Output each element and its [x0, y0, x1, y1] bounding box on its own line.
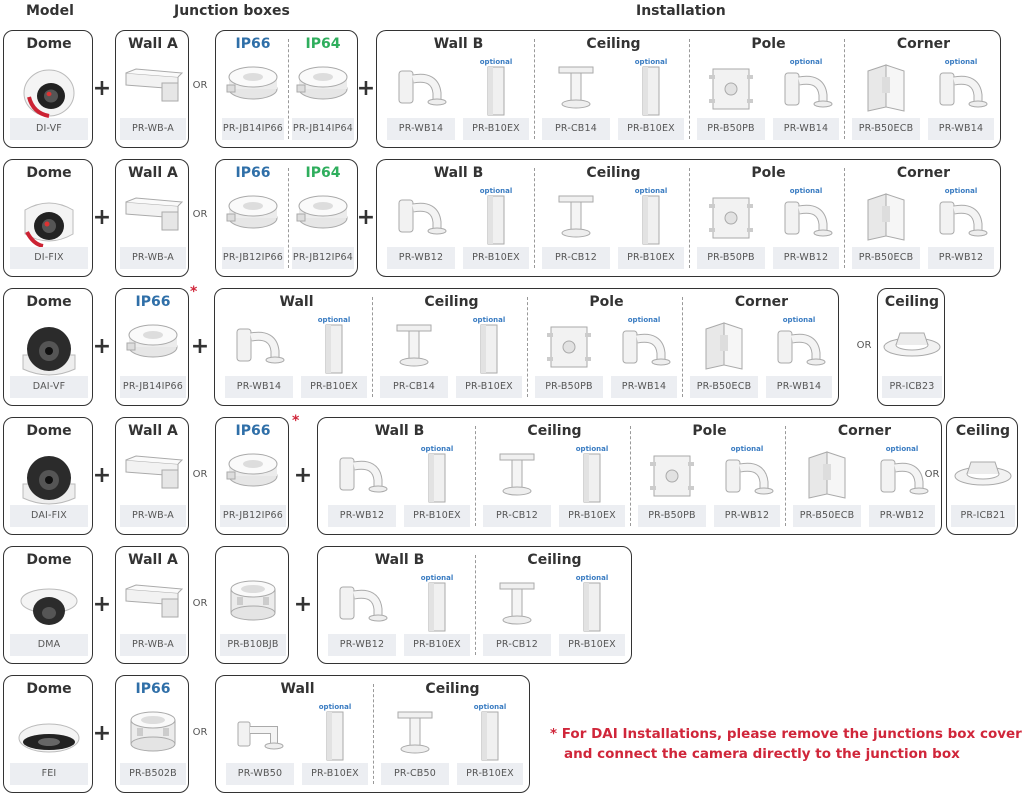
- ceiling-icon: [553, 192, 599, 244]
- ceiling-icon: [553, 63, 599, 115]
- model-part-label: DI-FIX: [10, 247, 88, 269]
- corner-part-label: PR-B50ECB: [852, 247, 920, 269]
- jb-ip66-icon: [125, 706, 181, 758]
- or-label: OR: [192, 80, 208, 91]
- wall-b-extension-part-label: PR-B10EX: [404, 505, 470, 527]
- ceiling-part-label: PR-CB14: [380, 376, 448, 398]
- corner-extension-part-label: PR-WB12: [928, 247, 994, 269]
- optional-tag: optional: [479, 58, 513, 66]
- pole-icon: [707, 192, 755, 248]
- model-title: Dome: [26, 552, 72, 568]
- pole-extension-part-label: PR-WB14: [773, 118, 839, 140]
- plus-sign: +: [293, 463, 313, 488]
- in-ceiling-card: [877, 288, 945, 406]
- wall-bracket-icon: [781, 65, 833, 117]
- jb-ip66-part-label: PR-JB14IP66: [120, 376, 186, 398]
- jb-deep-part-label: PR-B10BJB: [220, 634, 286, 656]
- wall-a-icon: [122, 192, 184, 240]
- or-label: OR: [924, 469, 940, 480]
- jb-ip66-icon: [225, 63, 281, 107]
- pole-title: Pole: [751, 36, 786, 52]
- section-divider: [689, 39, 690, 139]
- ceiling-extension-part-label: PR-B10EX: [456, 376, 522, 398]
- jb-ip66-title: IP66: [235, 36, 271, 52]
- wall-a-card: [115, 30, 189, 148]
- jb-ip66-part-label: PR-B502B: [120, 763, 186, 785]
- wall-icon: [233, 321, 285, 373]
- wall-part-label: PR-WB14: [225, 376, 293, 398]
- ceiling-part-label: PR-CB50: [381, 763, 449, 785]
- section-divider: [475, 426, 476, 526]
- in-ceiling-icon: [952, 454, 1014, 492]
- ceiling-icon: [391, 321, 437, 373]
- installation-card: [376, 30, 1001, 148]
- corner-extension-part-label: PR-WB12: [869, 505, 935, 527]
- optional-tag: optional: [634, 58, 668, 66]
- wall-b-icon: [336, 579, 388, 631]
- corner-icon: [862, 63, 910, 117]
- ceiling-extension-icon: [640, 65, 662, 121]
- wall-bracket-icon: [781, 194, 833, 246]
- pole-part-label: PR-B50PB: [697, 247, 765, 269]
- pole-extension-part-label: PR-WB12: [773, 247, 839, 269]
- section-divider: [844, 168, 845, 268]
- model-title: Dome: [26, 165, 72, 181]
- ceiling-icon: [494, 579, 540, 631]
- ceiling-title: Ceiling: [425, 681, 480, 697]
- jb-ip66-title: IP66: [235, 165, 271, 181]
- ceiling-extension-icon: [581, 452, 603, 508]
- ceiling-extension-part-label: PR-B10EX: [457, 763, 523, 785]
- wall-a-icon: [122, 579, 184, 627]
- wall-b-extension-icon: [485, 194, 507, 250]
- section-divider: [630, 426, 631, 526]
- wall-extension-icon: [323, 323, 345, 379]
- wall-b-icon: [395, 192, 447, 244]
- corner-icon: [862, 192, 910, 246]
- plus-sign: +: [92, 76, 112, 101]
- jb-ip64-part-label: PR-JB14IP64: [292, 118, 354, 140]
- model-part-label: DAI-FIX: [10, 505, 88, 527]
- corner-title: Corner: [896, 165, 951, 181]
- in-ceiling-part-label: PR-ICB23: [882, 376, 942, 398]
- pole-icon: [545, 321, 593, 377]
- wall-bracket-icon: [936, 194, 988, 246]
- ceiling-extension-part-label: PR-B10EX: [559, 505, 625, 527]
- wall-a-part-label: PR-WB-A: [120, 505, 186, 527]
- in-ceiling-card: [946, 417, 1018, 535]
- wall-b-extension-part-label: PR-B10EX: [463, 247, 529, 269]
- pole-part-label: PR-B50PB: [697, 118, 765, 140]
- optional-tag: optional: [789, 187, 823, 195]
- ceiling-title: Ceiling: [527, 423, 582, 439]
- wall-title: Wall: [279, 294, 314, 310]
- section-divider: [785, 426, 786, 526]
- corner-part-label: PR-B50ECB: [793, 505, 861, 527]
- plus-sign: +: [356, 76, 376, 101]
- model-icon: [17, 708, 81, 768]
- wall-b-extension-icon: [426, 581, 448, 637]
- wall-a-part-label: PR-WB-A: [120, 247, 186, 269]
- header-model: Model: [26, 3, 74, 19]
- installation-card: [317, 417, 942, 535]
- wall-a-part-label: PR-WB-A: [120, 118, 186, 140]
- optional-tag: optional: [944, 187, 978, 195]
- ceiling-title: Ceiling: [527, 552, 582, 568]
- wall-b-icon: [336, 450, 388, 502]
- corner-part-label: PR-B50ECB: [690, 376, 758, 398]
- model-card: [3, 417, 93, 535]
- model-part-label: DMA: [10, 634, 88, 656]
- wall-b-icon: [395, 63, 447, 115]
- ceiling-title: Ceiling: [586, 165, 641, 181]
- wall-b-title: Wall B: [374, 423, 425, 439]
- ceiling-part-label: PR-CB12: [483, 634, 551, 656]
- jb-ip66-icon: [125, 321, 181, 365]
- wall-a-card: [115, 546, 189, 664]
- optional-tag: optional: [318, 703, 352, 711]
- pole-part-label: PR-B50PB: [638, 505, 706, 527]
- installation-card: [215, 675, 530, 793]
- wall-b-part-label: PR-WB12: [387, 247, 455, 269]
- pole-extension-part-label: PR-WB12: [714, 505, 780, 527]
- model-part-label: FEI: [10, 763, 88, 785]
- installation-card: [214, 288, 839, 406]
- wall-a-card: [115, 159, 189, 277]
- plus-sign: +: [92, 334, 112, 359]
- ceiling-extension-icon: [479, 710, 501, 766]
- jb-ip64-part-label: PR-JB12IP64: [292, 247, 354, 269]
- corner-icon: [803, 450, 851, 504]
- wall-extension-part-label: PR-B10EX: [302, 763, 368, 785]
- ceiling-extension-icon: [640, 194, 662, 250]
- optional-tag: optional: [575, 574, 609, 582]
- section-divider: [689, 168, 690, 268]
- plus-sign: +: [92, 721, 112, 746]
- or-label: OR: [192, 598, 208, 609]
- wall-b-extension-part-label: PR-B10EX: [463, 118, 529, 140]
- junction-box-card: [115, 288, 189, 406]
- optional-tag: optional: [782, 316, 816, 324]
- optional-tag: optional: [789, 58, 823, 66]
- or-label: OR: [192, 727, 208, 738]
- section-divider: [527, 297, 528, 397]
- or-label: OR: [856, 340, 872, 351]
- optional-tag: optional: [627, 316, 661, 324]
- jb-ip66-part-label: PR-JB12IP66: [220, 505, 286, 527]
- optional-tag: optional: [944, 58, 978, 66]
- wall-a-title: Wall A: [128, 36, 178, 52]
- wall-bracket-icon: [774, 323, 826, 375]
- junction-box-card: [215, 159, 358, 277]
- model-card: [3, 30, 93, 148]
- wall-a-icon: [122, 450, 184, 498]
- model-part-label: DI-VF: [10, 118, 88, 140]
- ceiling-extension-part-label: PR-B10EX: [618, 247, 684, 269]
- section-divider: [373, 684, 374, 784]
- in-ceiling-icon: [881, 325, 943, 363]
- jb-ip66-title: IP66: [135, 294, 171, 310]
- jb-ip66-title: IP66: [135, 681, 171, 697]
- jb-ip64-icon: [295, 63, 351, 107]
- optional-tag: optional: [317, 316, 351, 324]
- plus-sign: +: [356, 205, 376, 230]
- wall-b-extension-icon: [426, 452, 448, 508]
- section-divider: [288, 168, 289, 268]
- plus-sign: +: [92, 205, 112, 230]
- wall-a-icon: [122, 63, 184, 111]
- plus-sign: +: [293, 592, 313, 617]
- pole-title: Pole: [692, 423, 727, 439]
- corner-extension-part-label: PR-WB14: [928, 118, 994, 140]
- jb-ip64-title: IP64: [305, 36, 341, 52]
- ceiling-title: Ceiling: [424, 294, 479, 310]
- note-line-1: * For DAI Installations, please remove the junctions box cover: [550, 726, 1022, 742]
- wall-b-title: Wall B: [433, 165, 484, 181]
- optional-tag: optional: [473, 703, 507, 711]
- model-title: Dome: [26, 681, 72, 697]
- section-divider: [534, 39, 535, 139]
- dai-installation-note: [550, 724, 1022, 764]
- in-ceiling-title: Ceiling: [884, 294, 940, 310]
- model-card: [3, 675, 93, 793]
- wall-b-part-label: PR-WB12: [328, 505, 396, 527]
- wall-part-label: PR-WB50: [226, 763, 294, 785]
- pole-part-label: PR-B50PB: [535, 376, 603, 398]
- corner-title: Corner: [896, 36, 951, 52]
- wall-b-part-label: PR-WB12: [328, 634, 396, 656]
- corner-part-label: PR-B50ECB: [852, 118, 920, 140]
- model-card: [3, 159, 93, 277]
- ceiling-extension-part-label: PR-B10EX: [559, 634, 625, 656]
- optional-tag: optional: [420, 574, 454, 582]
- wall-a-card: [115, 417, 189, 535]
- or-label: OR: [192, 209, 208, 220]
- model-icon: [17, 579, 81, 639]
- wall-b-title: Wall B: [433, 36, 484, 52]
- wall-extension-part-label: PR-B10EX: [301, 376, 367, 398]
- junction-box-card: [215, 546, 289, 664]
- jb-ip66-part-label: PR-JB12IP66: [222, 247, 284, 269]
- pole-title: Pole: [589, 294, 624, 310]
- model-card: [3, 546, 93, 664]
- wall-a-title: Wall A: [128, 552, 178, 568]
- section-divider: [288, 39, 289, 139]
- ceiling-extension-part-label: PR-B10EX: [618, 118, 684, 140]
- wall-b-title: Wall B: [374, 552, 425, 568]
- ceiling-extension-icon: [478, 323, 500, 379]
- pole-icon: [648, 450, 696, 506]
- corner-title: Corner: [734, 294, 789, 310]
- corner-title: Corner: [837, 423, 892, 439]
- jb-ip66-icon: [225, 192, 281, 236]
- in-ceiling-part-label: PR-ICB21: [951, 505, 1015, 527]
- wall-a-title: Wall A: [128, 423, 178, 439]
- asterisk-mark: *: [190, 284, 198, 300]
- pole-extension-part-label: PR-WB14: [611, 376, 677, 398]
- section-divider: [475, 555, 476, 655]
- or-label: OR: [192, 469, 208, 480]
- section-divider: [682, 297, 683, 397]
- optional-tag: optional: [472, 316, 506, 324]
- model-part-label: DAI-VF: [10, 376, 88, 398]
- wall-bracket-icon: [722, 452, 774, 504]
- installation-card: [376, 159, 1001, 277]
- model-title: Dome: [26, 423, 72, 439]
- optional-tag: optional: [634, 187, 668, 195]
- in-ceiling-title: Ceiling: [955, 423, 1011, 439]
- wall-a-part-label: PR-WB-A: [120, 634, 186, 656]
- optional-tag: optional: [420, 445, 454, 453]
- optional-tag: optional: [885, 445, 919, 453]
- ceiling-part-label: PR-CB12: [483, 505, 551, 527]
- ceiling-extension-icon: [581, 581, 603, 637]
- model-title: Dome: [26, 36, 72, 52]
- jb-ip64-title: IP64: [305, 165, 341, 181]
- wall-a-title: Wall A: [128, 165, 178, 181]
- header-installation: Installation: [636, 3, 726, 19]
- corner-icon: [700, 321, 748, 375]
- ceiling-part-label: PR-CB12: [542, 247, 610, 269]
- jb-ip66-part-label: PR-JB14IP66: [222, 118, 284, 140]
- asterisk-mark: *: [292, 413, 300, 429]
- header-junction-boxes: Junction boxes: [174, 3, 290, 19]
- pole-icon: [707, 63, 755, 119]
- wall-b-extension-icon: [485, 65, 507, 121]
- junction-box-card: [215, 30, 358, 148]
- wall-icon: [234, 708, 286, 760]
- junction-box-card: [115, 675, 189, 793]
- section-divider: [844, 39, 845, 139]
- wall-bracket-icon: [936, 65, 988, 117]
- ceiling-icon: [494, 450, 540, 502]
- corner-extension-part-label: PR-WB14: [766, 376, 832, 398]
- optional-tag: optional: [575, 445, 609, 453]
- jb-ip66-icon: [225, 450, 281, 494]
- optional-tag: optional: [479, 187, 513, 195]
- wall-extension-icon: [324, 710, 346, 766]
- jb-deep-icon: [225, 575, 281, 627]
- optional-tag: optional: [730, 445, 764, 453]
- plus-sign: +: [92, 463, 112, 488]
- ceiling-title: Ceiling: [586, 36, 641, 52]
- section-divider: [534, 168, 535, 268]
- plus-sign: +: [92, 592, 112, 617]
- pole-title: Pole: [751, 165, 786, 181]
- jb-ip64-icon: [295, 192, 351, 236]
- section-divider: [372, 297, 373, 397]
- junction-box-card: [215, 417, 289, 535]
- jb-ip66-title: IP66: [235, 423, 271, 439]
- ceiling-icon: [392, 708, 438, 760]
- wall-title: Wall: [280, 681, 315, 697]
- ceiling-part-label: PR-CB14: [542, 118, 610, 140]
- model-card: [3, 288, 93, 406]
- wall-b-part-label: PR-WB14: [387, 118, 455, 140]
- plus-sign: +: [190, 334, 210, 359]
- note-line-2: and connect the camera directly to the junction box: [564, 746, 960, 762]
- model-title: Dome: [26, 294, 72, 310]
- installation-card: [317, 546, 632, 664]
- wall-bracket-icon: [619, 323, 671, 375]
- wall-b-extension-part-label: PR-B10EX: [404, 634, 470, 656]
